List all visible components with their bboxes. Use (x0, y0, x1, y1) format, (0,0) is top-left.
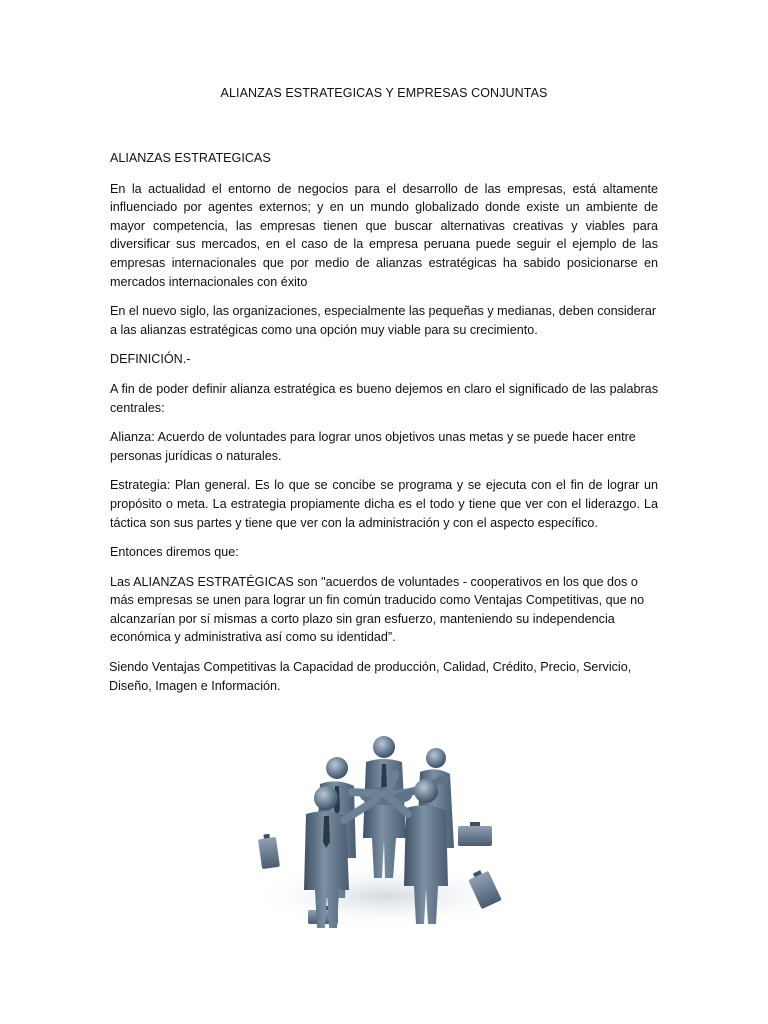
briefcase-icon (258, 834, 280, 869)
paragraph-new-century: En el nuevo siglo, las organizaciones, especialmente las pequeñas y medianas, deben considerar a las alianzas estratégicas como una opción muy viable para su crecimiento. (110, 304, 657, 337)
paragraph-alianzas-estrategicas: Las ALIANZAS ESTRATÉGICAS son "acuerdos de voluntades - cooperativos en los que dos o más empresas se unen para lograr un fin común traducido como Ventajas Competitivas, que no alcanzarían por sí mismas a corto plazo sin gran esfuerzo, manteniendo su independencia económica y administrativa así como su identidad”. (110, 574, 645, 645)
paragraph-estrategia: Estrategia: Plan general. Es lo que se concibe se programa y se ejecuta con el fin de lograr un propósito o meta. La estrategia propiamente dicha es el todo y tiene que ver con el liderazgo. La táctica son sus partes y tiene que ver con la administración y con el aspecto específico. (110, 478, 658, 530)
paragraph-intro: En la actualidad el entorno de negocios para el desarrollo de las empresas, está altamente influenciado por agentes externos; y en un mundo globalizado donde existe un ambiente de mayor competencia, las empresas tienen que buscar alternativas creativas y viables para diversificar sus mercados, en el caso de la empresa peruana puede seguir el ejemplo de las empresas internacionales que por medio de alianzas estratégicas ha sabido posicionarse en mercados internacionales con éxito (110, 181, 658, 289)
paragraph-ventajas: Siendo Ventajas Competitivas la Capacidad de producción, Calidad, Crédito, Precio, Servicio, Diseño, Imagen e Información. (109, 660, 632, 693)
briefcase-icon (458, 822, 492, 846)
paragraph-entonces: Entonces diremos que: (110, 545, 239, 560)
definition-heading: DEFINICIÓN.- (110, 352, 191, 367)
paragraph-alianza: Alianza: Acuerdo de voluntades para lograr unos objetivos unas metas y se puede hacer entre personas jurídicas o naturales. (110, 430, 636, 463)
document-body (110, 149, 658, 706)
teamwork-figures-icon (236, 728, 536, 934)
document-title: ALIANZAS ESTRATEGICAS Y EMPRESAS CONJUNTAS (220, 86, 548, 100)
section-heading: ALIANZAS ESTRATEGICAS (110, 151, 271, 165)
paragraph-definition-intro: A fin de poder definir alianza estratégica es bueno dejemos en claro el significado de las palabras centrales: (110, 381, 658, 415)
